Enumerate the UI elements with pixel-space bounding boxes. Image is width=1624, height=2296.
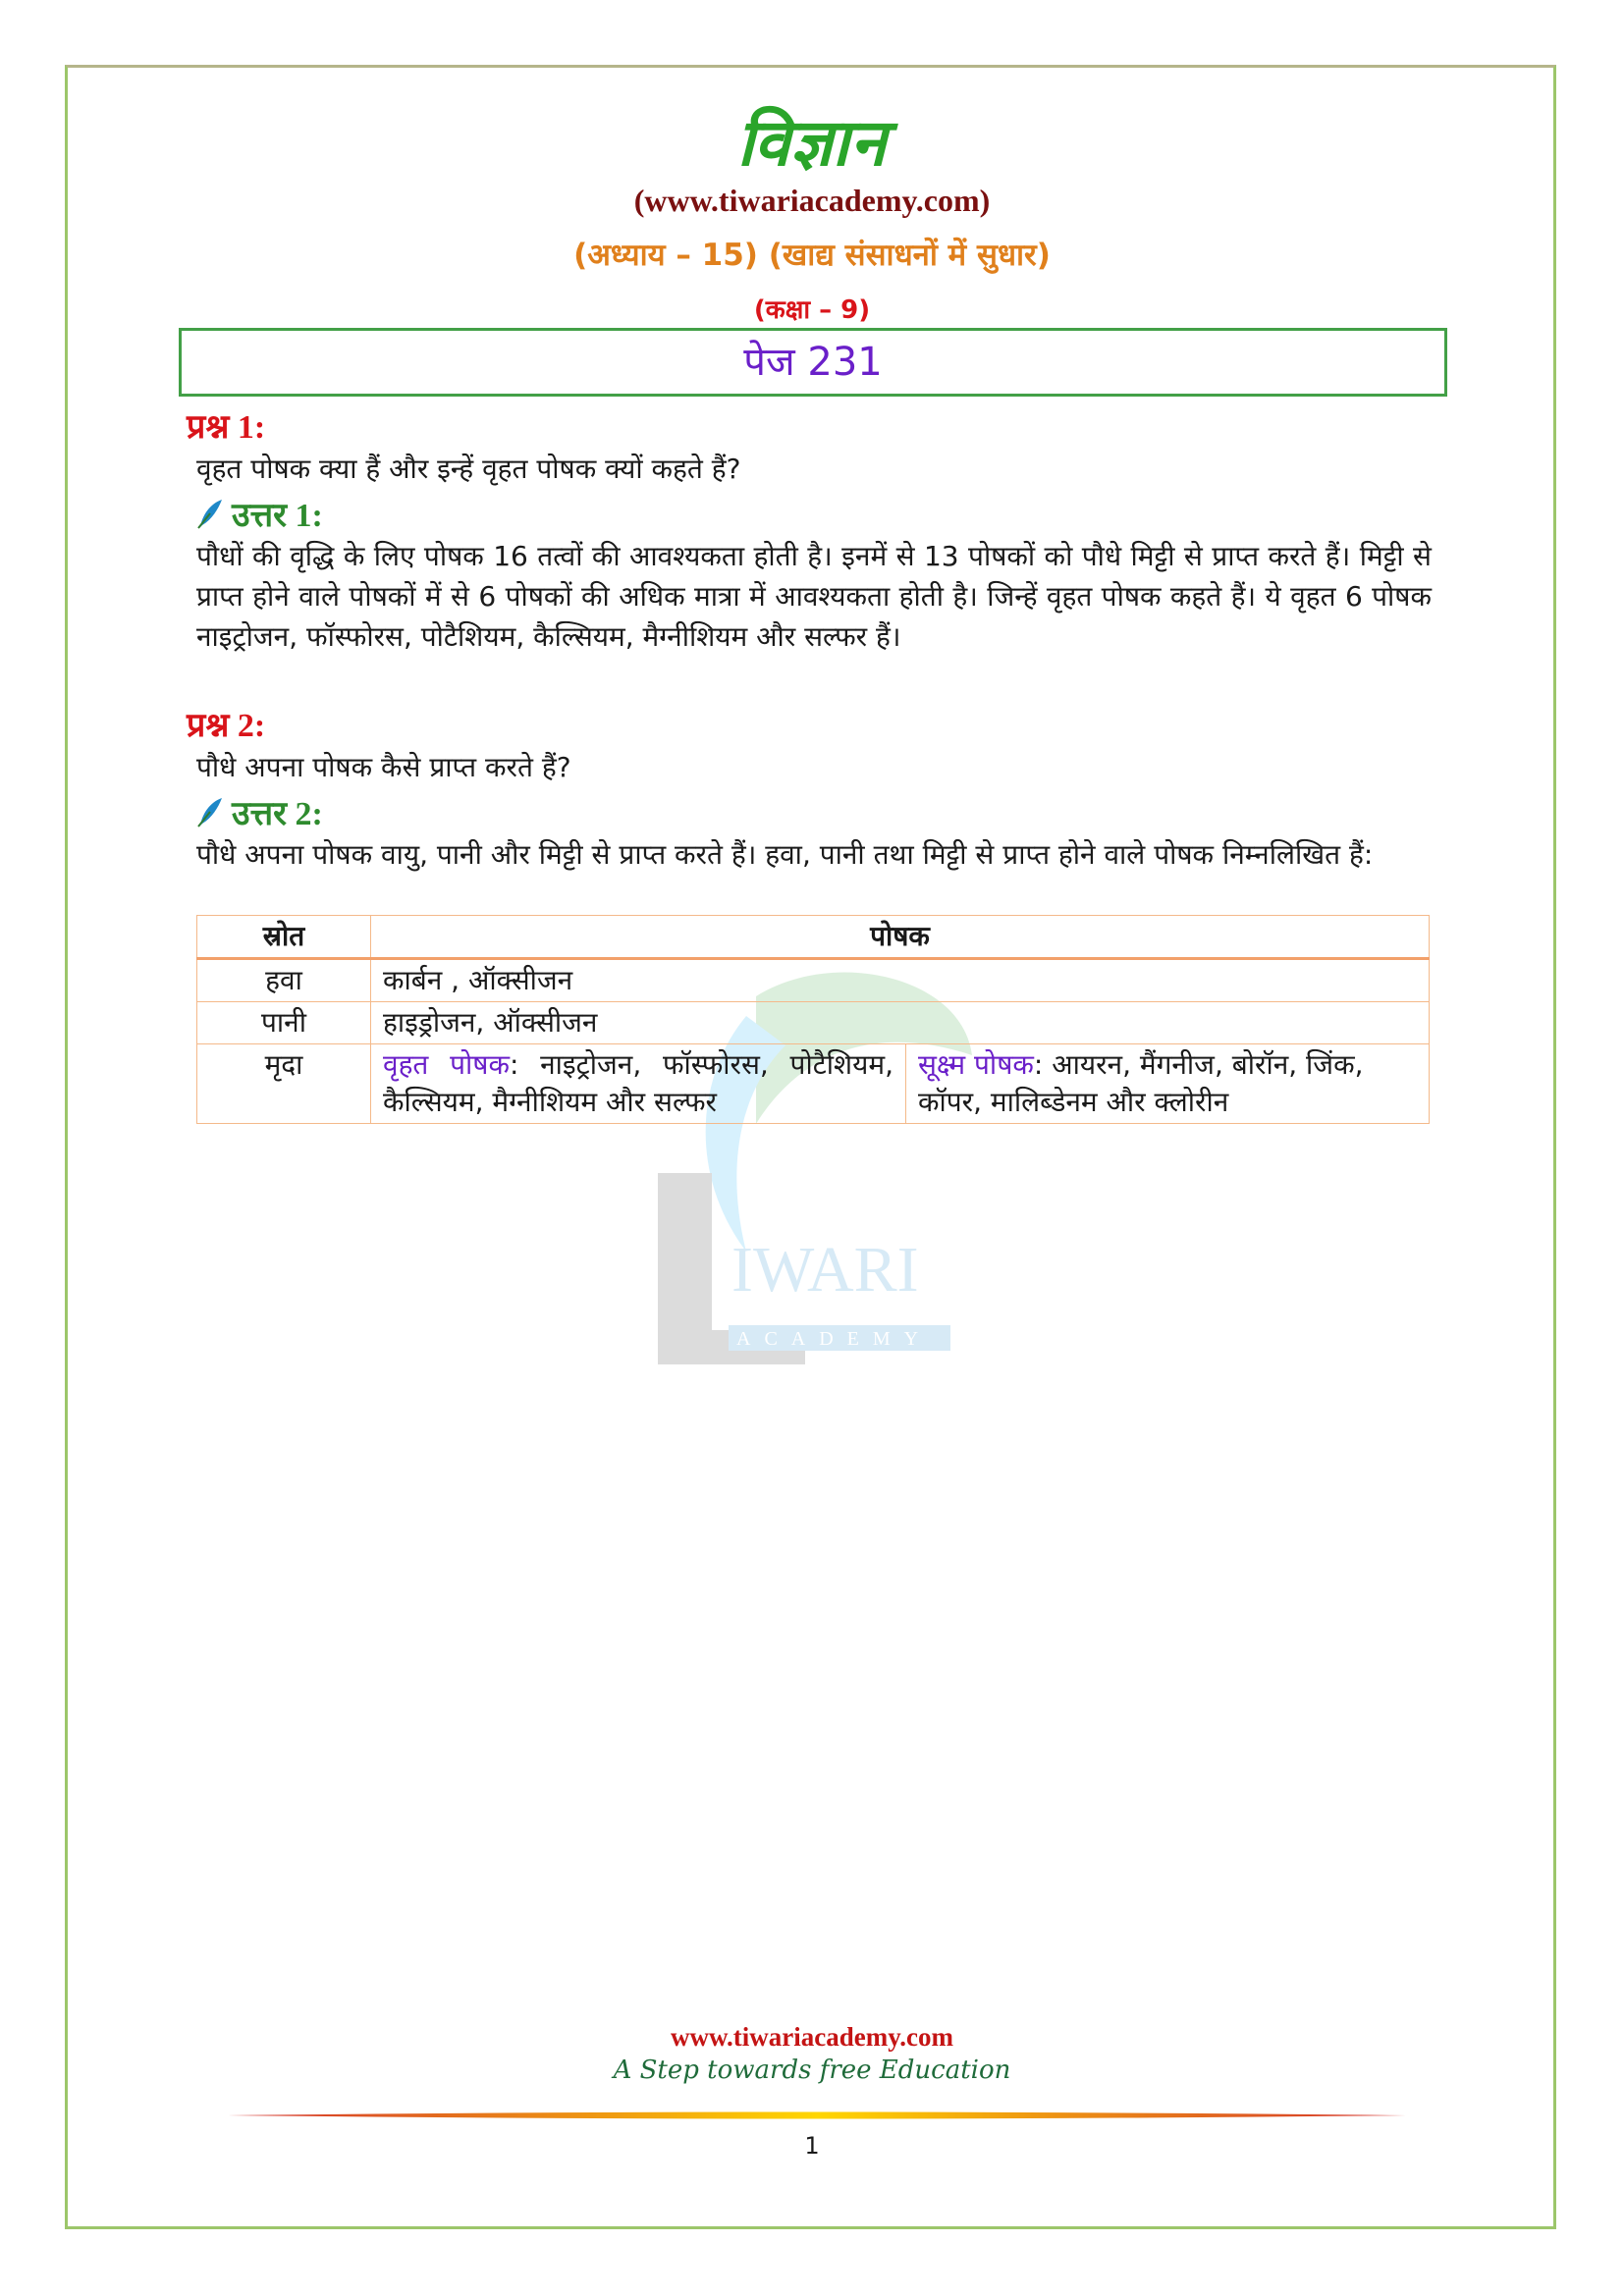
question-1-label: प्रश्न 1: <box>187 409 266 446</box>
table-cell-micro-nutrients <box>906 1044 1430 1124</box>
table-header-row <box>197 916 1430 959</box>
micro-nutrient-list: : आयरन, मैंगनीज, बोरॉन, जिंक, कॉपर, मालिब्डेनम और क्लोरीन <box>918 1048 1364 1118</box>
answer-2-heading <box>196 789 323 834</box>
class-label: (कक्षा – 9) <box>753 295 871 325</box>
footer-divider <box>228 2110 1406 2120</box>
watermark-sub: ACADEMY <box>736 1328 933 1350</box>
footer-tagline: A Step towards free Education <box>613 2056 1011 2085</box>
macro-nutrient-label: वृहत पोषक <box>383 1048 510 1081</box>
table-cell-macro-nutrients <box>371 1044 906 1124</box>
question-1-text: वृहत पोषक क्या हैं और इन्हें वृहत पोषक क्यों कहते हैं? <box>196 453 741 485</box>
answer-2-text: पौधे अपना पोषक वायु, पानी और मिट्टी से प्राप्त करते हैं। हवा, पानी तथा मिट्टी से प्राप्त होने वाले पोषक निम्नलिखित हैं: <box>196 838 1374 871</box>
question-2-label: प्रश्न 2: <box>187 708 266 744</box>
question-2-text: पौधे अपना पोषक कैसे प्राप्त करते हैं? <box>196 751 571 783</box>
feather-icon <box>196 498 224 529</box>
nutrient-table <box>196 915 1430 1124</box>
chapter-heading: (अध्याय – 15) (खाद्य संसाधनों में सुधार) <box>573 238 1051 273</box>
micro-nutrient-label: सूक्ष्म पोषक <box>918 1048 1034 1081</box>
answer-1-label: उत्तर 1: <box>232 498 323 534</box>
table-cell-nutrients: कार्बन , ऑक्सीजन <box>371 959 1430 1002</box>
footer-website-link[interactable]: www.tiwariacademy.com <box>671 2022 953 2052</box>
answer-2-label: उत्तर 2: <box>232 796 323 832</box>
website-link[interactable]: (www.tiwariacademy.com) <box>633 183 991 218</box>
feather-icon <box>196 796 224 828</box>
table-row <box>197 959 1430 1002</box>
page-title: विज्ञान <box>736 105 888 181</box>
answer-1-heading <box>196 491 323 536</box>
table-cell-source: पानी <box>197 1002 371 1044</box>
table-cell-source: हवा <box>197 959 371 1002</box>
watermark-brand: IWARI <box>731 1234 919 1306</box>
page-number: 1 <box>804 2132 820 2160</box>
table-cell-nutrients: हाइड्रोजन, ऑक्सीजन <box>371 1002 1430 1044</box>
table-header-nutrients: पोषक <box>371 916 1430 959</box>
table-row <box>197 1002 1430 1044</box>
table-cell-source: मृदा <box>197 1044 371 1124</box>
macro-nutrient-list: : नाइट्रोजन, फॉस्फोरस, पोटैशियम, कैल्सियम, मैग्नीशियम और सल्फर <box>383 1048 893 1118</box>
table-row <box>197 1044 1430 1124</box>
answer-1-text: पौधों की वृद्धि के लिए पोषक 16 तत्वों की आवश्यकता होती है। इनमें से 13 पोषकों को पौधे मिट्टी से प्राप्त करते हैं। मिट्टी से प्राप्त होने वाले पोषकों में से 6 पोषकों की अधिक मात्रा में आवश्यकता होती है। जिन्हें वृहत पोषक कहते हैं। ये वृहत 6 पोषक नाइट्रोजन, फॉस्फोरस, पोटैशियम, कैल्सियम, मैग्नीशियम और सल्फर हैं। <box>196 540 1432 653</box>
table-header-source: स्रोत <box>197 916 371 959</box>
page-number-box: पेज 231 <box>179 328 1447 397</box>
